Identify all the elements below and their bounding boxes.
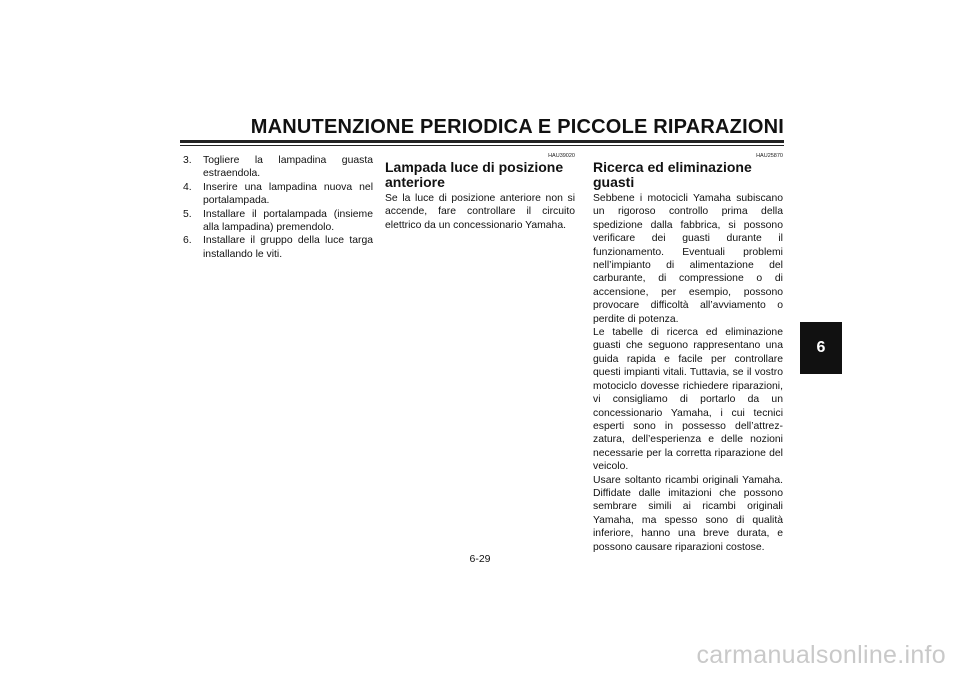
list-item bbox=[183, 154, 373, 181]
step-text: Installare il portalampada (insieme alla lampadina) premendolo. bbox=[203, 208, 373, 234]
section-heading: Ricerca ed eliminazione guasti bbox=[593, 159, 752, 190]
step-number: 5. bbox=[183, 208, 192, 220]
column-middle bbox=[385, 154, 575, 232]
paragraph: Usare soltanto ricambi originali Yamaha. Diffidate dalle imitazioni che possono sembrare simili ai ricambi originali Yamaha, ma spesso sono di qualità inferiore, hanno una breve durata, e possono causare riparazioni costose. bbox=[593, 474, 783, 553]
list-item bbox=[183, 234, 373, 261]
paragraph: Le tabelle di ricerca ed eliminazione guasti che seguono rappresentano una guida rapida e facile per controllare questi impianti vitali. Tuttavia, se il vostro motociclo dovesse richiedere riparazioni, vi consigliamo di portarlo da un concessionario Yamaha, i cui tecnici esperti sono in possesso dell’attrezzatura, dell’esperienza e delle nozioni necessarie per la corretta riparazione del veicolo. bbox=[593, 327, 783, 473]
reference-code: HAU39020 bbox=[548, 153, 575, 159]
paragraph: Sebbene i motocicli Yamaha subiscano un rigoroso controllo prima della spedizione dalla fabbrica, si possono verificare dei guasti durante il funzionamento. Eventuali problemi nell’impianto di alimentazione del carburante, di compressione o di accensione, per esempio, possono provocare difficoltà all’avviamento o perdite di potenza. bbox=[593, 193, 783, 325]
step-text: Inserire una lampadina nuova nel portalampada. bbox=[203, 181, 373, 207]
column-left bbox=[183, 154, 373, 261]
section-body: Se la luce di posizione anteriore non si accende, fare controllare il circuito elettrico da un concessionario Yamaha. bbox=[385, 193, 575, 231]
header-rule bbox=[180, 140, 784, 143]
step-text: Installare il gruppo della luce targa installando le viti. bbox=[203, 235, 373, 260]
list-item bbox=[183, 181, 373, 208]
watermark: carmanualsonline.info bbox=[696, 641, 946, 669]
section-heading: Lampada luce di posizione anteriore bbox=[385, 159, 564, 190]
step-list bbox=[183, 154, 373, 261]
list-item bbox=[183, 208, 373, 235]
reference-code: HAU25870 bbox=[756, 153, 783, 159]
step-text: Togliere la lampadina guasta estraendola. bbox=[203, 155, 373, 180]
step-number: 4. bbox=[183, 181, 192, 193]
chapter-tab: 6 bbox=[800, 322, 842, 374]
page-number: 6-29 bbox=[469, 553, 491, 565]
page-title: MANUTENZIONE PERIODICA E PICCOLE RIPARAZIONI bbox=[250, 116, 784, 138]
step-number: 6. bbox=[183, 235, 192, 247]
step-number: 3. bbox=[183, 155, 192, 166]
header-rule-thin bbox=[180, 145, 784, 146]
column-right bbox=[593, 154, 783, 554]
